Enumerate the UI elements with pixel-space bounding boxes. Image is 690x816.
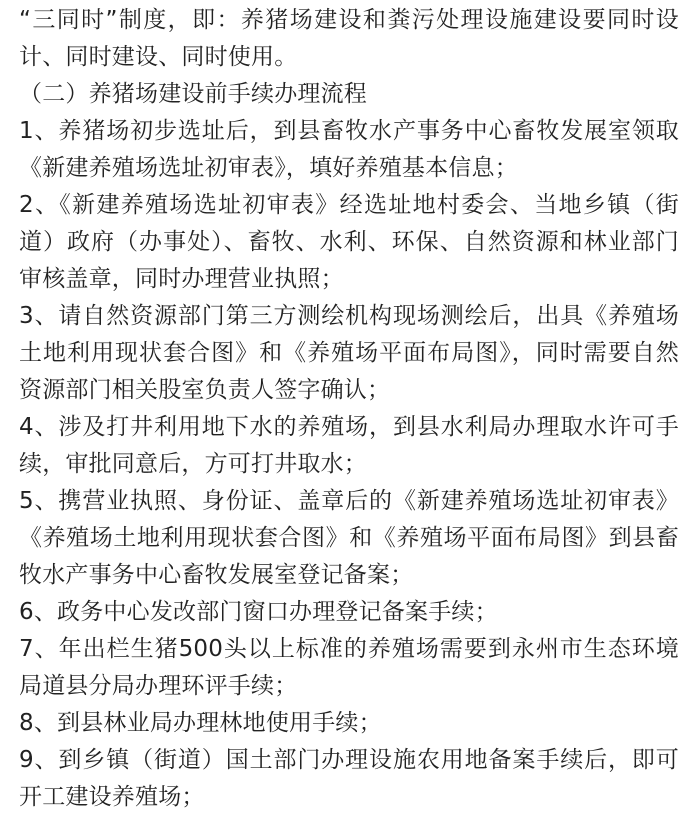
step-8: 8、到县林业局办理林地使用手续； xyxy=(19,710,382,736)
step-9: 9、到乡镇（街道）国土部门办理设施农用地备案手续后，即可开工建设养殖场； xyxy=(19,747,679,810)
step-2: 2、《新建养殖场选址初审表》经选址地村委会、当地乡镇（街道）政府（办事处）、畜牧、水利、环保、自然资源和林业部门审核盖章，同时办理营业执照； xyxy=(19,192,679,292)
section-heading: （二）养猪场建设前手续办理流程 xyxy=(19,81,367,107)
document-body xyxy=(19,2,679,816)
step-5: 5、携营业执照、身份证、盖章后的《新建养殖场选址初审表》《养殖场土地利用现状套合图》和《养殖场平面布局图》到县畜牧水产事务中心畜牧发展室登记备案； xyxy=(19,488,679,588)
step-3: 3、请自然资源部门第三方测绘机构现场测绘后，出具《养殖场土地利用现状套合图》和《养殖场平面布局图》，同时需要自然资源部门相关股室负责人签字确认； xyxy=(19,303,679,403)
step-1: 1、养猪场初步选址后，到县畜牧水产事务中心畜牧发展室领取《新建养殖场选址初审表》，填好养殖基本信息； xyxy=(19,118,679,181)
intro-paragraph: “三同时”制度，即：养猪场建设和粪污处理设施建设要同时设计、同时建设、同时使用。 xyxy=(19,7,679,70)
step-4: 4、涉及打井利用地下水的养殖场，到县水利局办理取水许可手续，审批同意后，方可打井取水； xyxy=(19,414,679,477)
step-6: 6、政务中心发改部门窗口办理登记备案手续； xyxy=(19,599,498,625)
step-7: 7、年出栏生猪500头以上标准的养殖场需要到永州市生态环境局道县分局办理环评手续； xyxy=(19,636,679,699)
